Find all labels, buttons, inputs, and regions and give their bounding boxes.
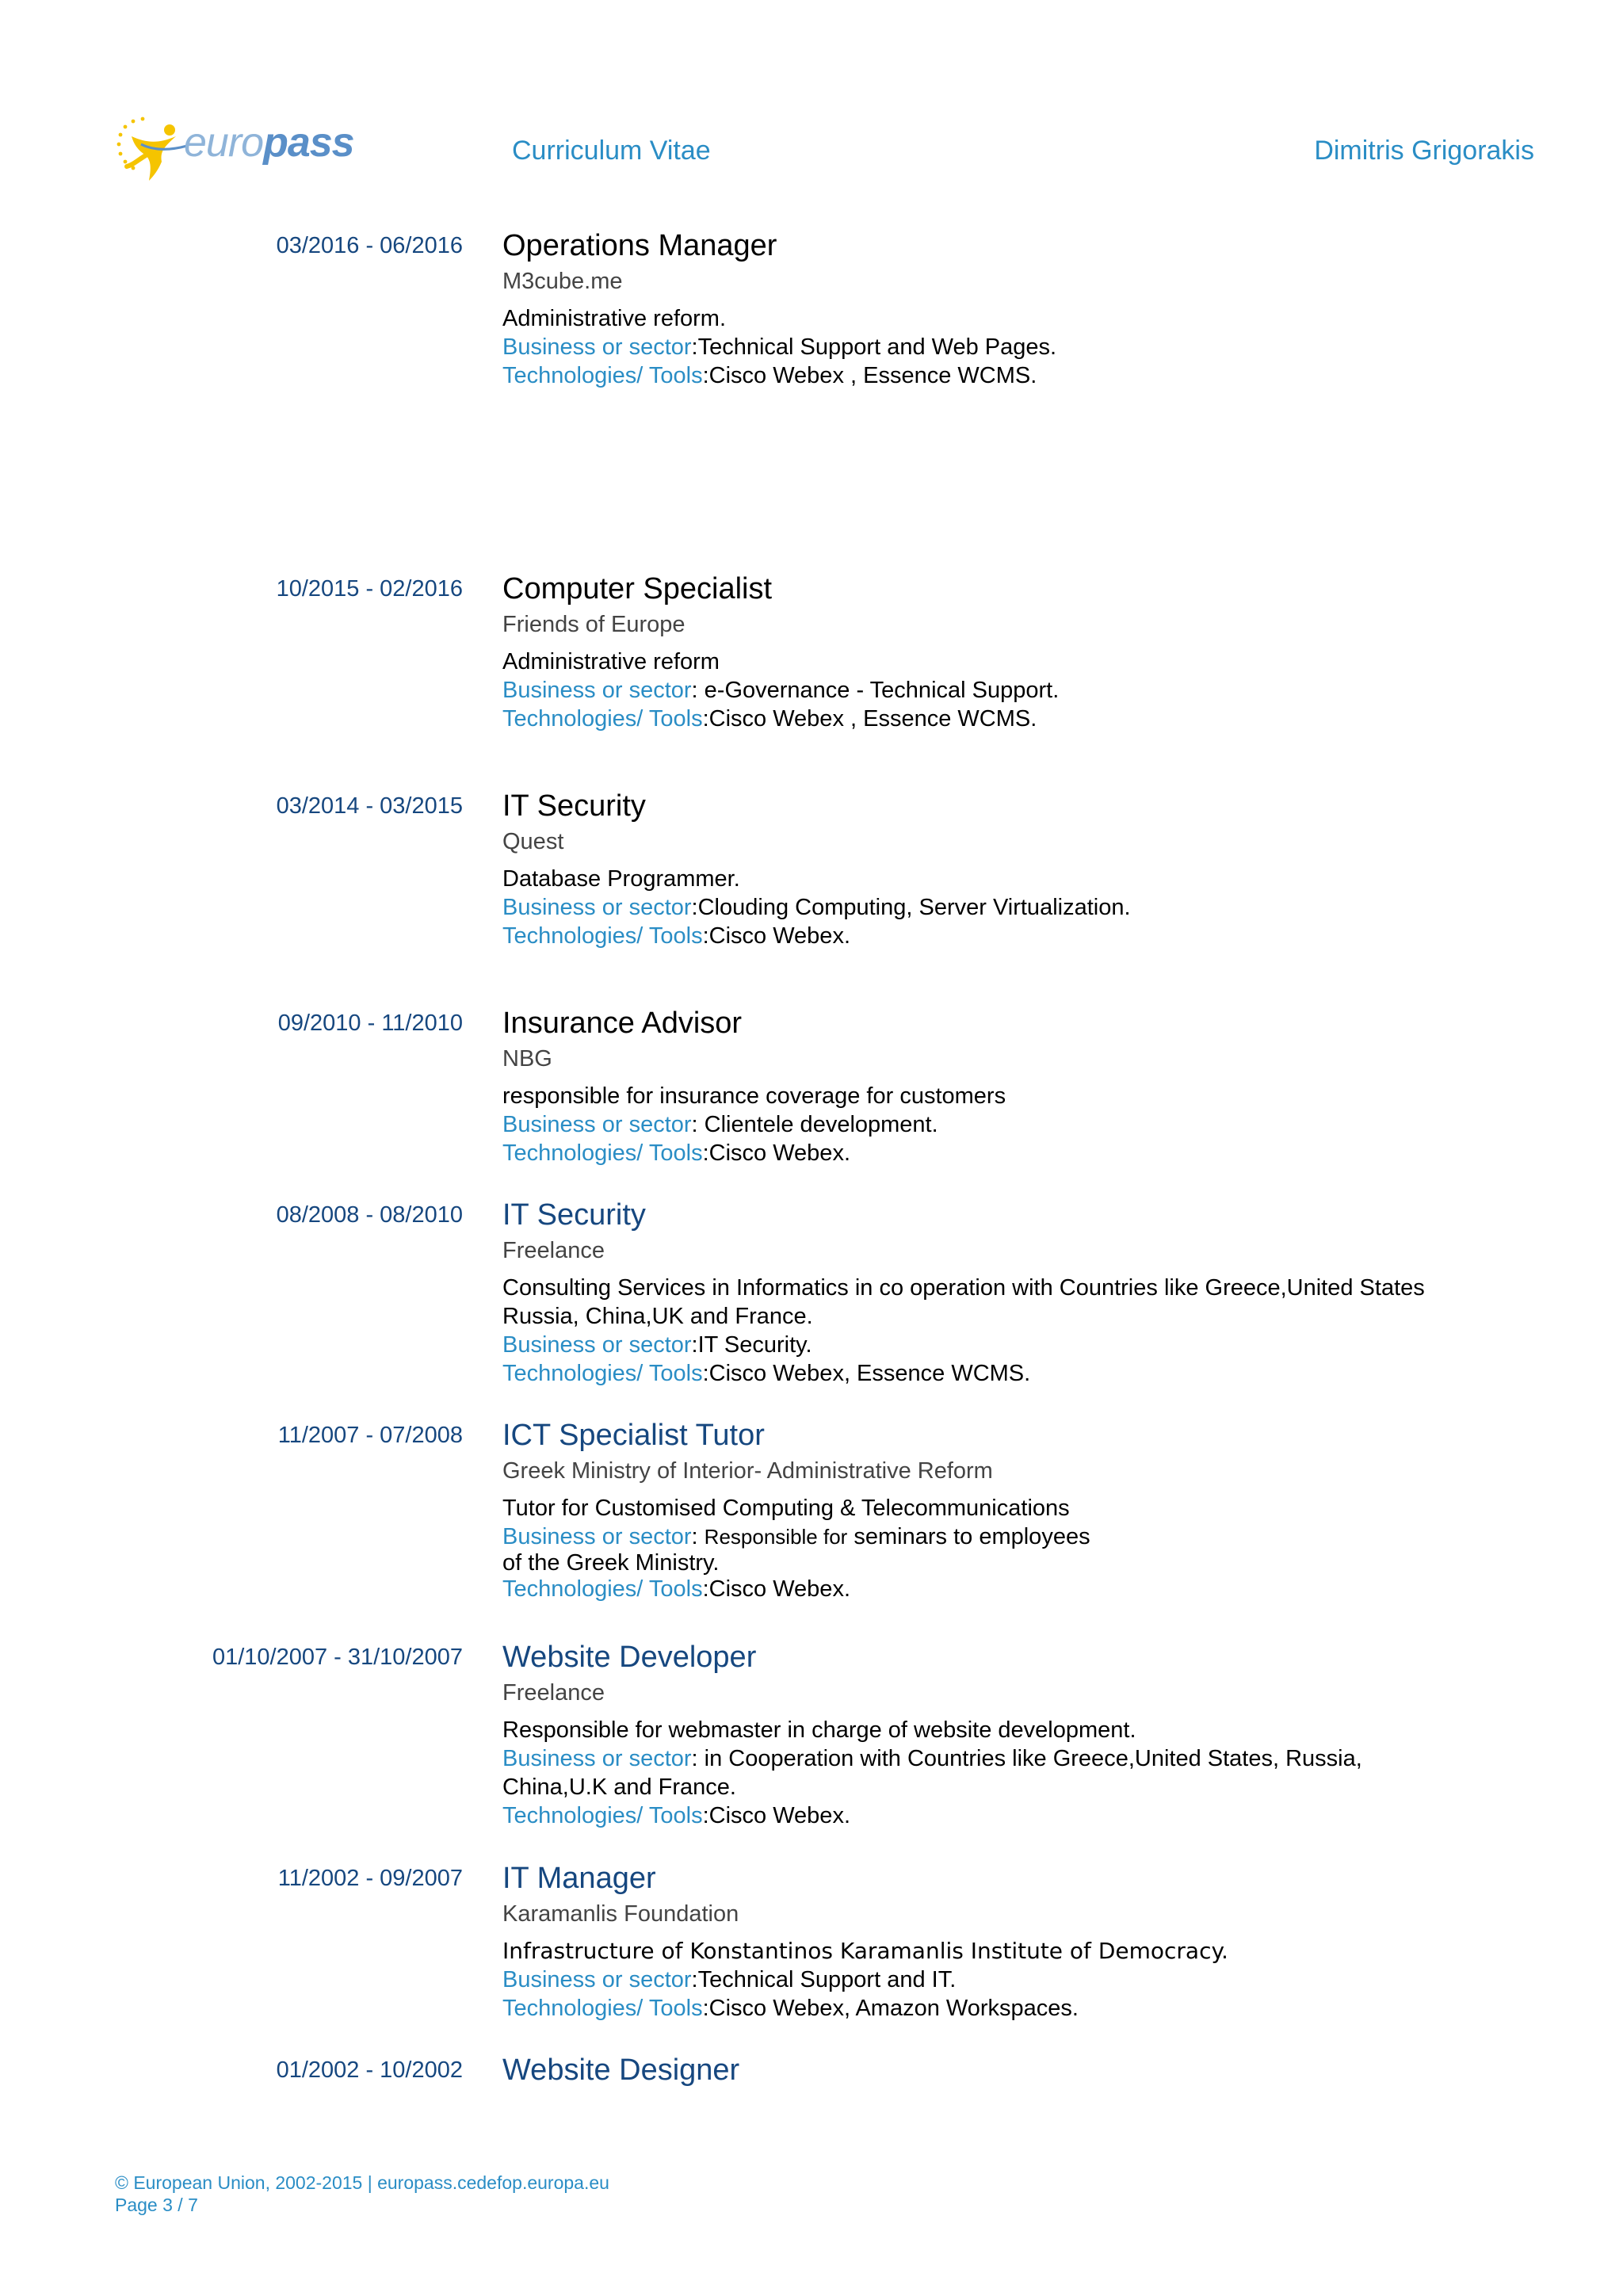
entry-date: 11/2002 - 09/2007 [277, 1866, 463, 1891]
tech-value: :Cisco Webex, Amazon Workspaces. [702, 1996, 1079, 2021]
business-prefix: : [691, 1524, 705, 1549]
entry-title: Website Designer [502, 2053, 740, 2087]
entry-title: IT Security [502, 789, 646, 823]
business-value: :Technical Support and Web Pages. [691, 334, 1057, 360]
tech-value: :Cisco Webex. [702, 923, 850, 949]
logo-part-pass: pass [263, 120, 354, 166]
logo-part-euro: euro [184, 120, 264, 166]
business-line [502, 333, 1533, 361]
entry-title: Operations Manager [502, 229, 777, 262]
entry-employer: Greek Ministry of Interior- Administrative Reform [502, 1458, 993, 1484]
tech-value: :Cisco Webex. [702, 1140, 850, 1166]
tech-line [502, 361, 1533, 390]
description-text: Administrative reform [502, 649, 720, 674]
entry-date: 10/2015 - 02/2016 [276, 576, 463, 602]
business-label: Business or sector [502, 334, 692, 360]
entry-employer: Freelance [502, 1238, 605, 1263]
tech-label: Technologies/ Tools [502, 923, 703, 949]
business-line [502, 1110, 1533, 1139]
tech-line [502, 922, 1533, 950]
description-text: responsible for insurance coverage for customers [502, 1083, 1006, 1109]
business-label: Business or sector [502, 1746, 692, 1771]
page-footer [115, 2172, 609, 2216]
tech-label: Technologies/ Tools [502, 1140, 703, 1166]
description-text: Administrative reform. [502, 306, 727, 331]
business-value: :Technical Support and IT. [691, 1967, 957, 1992]
entry-title: Computer Specialist [502, 572, 773, 606]
entry-date: 03/2016 - 06/2016 [276, 233, 463, 258]
entry-title: Insurance Advisor [502, 1007, 743, 1040]
business-value: : Clientele development. [691, 1112, 938, 1137]
entry-title: Website Developer [502, 1641, 757, 1674]
tech-label: Technologies/ Tools [502, 1996, 703, 2021]
candidate-name: Dimitris Grigorakis [1314, 136, 1534, 166]
entry-title: IT Security [502, 1198, 646, 1232]
europass-logo [114, 113, 354, 184]
tech-label: Technologies/ Tools [502, 363, 703, 388]
entry-description [502, 1274, 1533, 1388]
description-text: Responsible for webmaster in charge of website development. [502, 1717, 1136, 1743]
business-line [502, 1744, 1533, 1773]
tech-line [502, 1801, 1533, 1830]
business-line [502, 676, 1533, 705]
tech-value: :Cisco Webex , Essence WCMS. [702, 706, 1037, 732]
entry-date: 01/2002 - 10/2002 [276, 2057, 463, 2083]
entry-employer: M3cube.me [502, 269, 623, 294]
entry-employer: NBG [502, 1046, 552, 1072]
tech-label: Technologies/ Tools [502, 1361, 703, 1386]
business-label: Business or sector [502, 1112, 692, 1137]
business-value: : in Cooperation with Countries like Greece,United States, Russia, [691, 1746, 1362, 1771]
business-value-small: Responsible for [704, 1525, 848, 1549]
business-value: seminars to employees [847, 1524, 1090, 1549]
business-label: Business or sector [502, 678, 692, 703]
description-text: Consulting Services in Informatics in co operation with Countries like Greece,United States [502, 1275, 1425, 1301]
business-line-continued: of the Greek Ministry. [502, 1550, 720, 1576]
tech-line [502, 1359, 1533, 1388]
entry-description [502, 1937, 1533, 2023]
entry-description [502, 1716, 1533, 1830]
tech-label: Technologies/ Tools [502, 1576, 703, 1602]
business-line [502, 893, 1533, 922]
tech-value: :Cisco Webex, Essence WCMS. [702, 1361, 1031, 1386]
tech-line [502, 705, 1533, 733]
entry-date: 08/2008 - 08/2010 [276, 1202, 463, 1228]
description-text: Tutor for Customised Computing & Telecommunications [502, 1496, 1070, 1521]
tech-label: Technologies/ Tools [502, 1803, 703, 1828]
business-line [502, 1522, 1533, 1551]
business-label: Business or sector [502, 895, 692, 920]
business-label: Business or sector [502, 1524, 692, 1549]
business-value: :Clouding Computing, Server Virtualization. [691, 895, 1131, 920]
business-line [502, 1966, 1533, 1994]
business-value: :IT Security. [691, 1332, 812, 1358]
tech-label: Technologies/ Tools [502, 706, 703, 732]
tech-value: :Cisco Webex. [702, 1803, 850, 1828]
tech-value: :Cisco Webex. [702, 1576, 850, 1602]
entry-description [502, 648, 1533, 733]
entry-date: 03/2014 - 03/2015 [276, 793, 463, 819]
description-text: Infrastructure of Konstantinos Karamanlis Institute of Democracy. [502, 1938, 1228, 1964]
logo-wordmark [184, 119, 354, 166]
entry-employer: Karamanlis Foundation [502, 1901, 739, 1927]
entry-description [502, 865, 1533, 950]
document-title: Curriculum Vitae [512, 136, 711, 166]
entry-description [502, 1494, 1533, 1603]
business-label: Business or sector [502, 1967, 692, 1992]
entry-employer: Freelance [502, 1680, 605, 1706]
footer-copyright: © European Union, 2002-2015 | europass.cedefop.europa.eu [115, 2172, 609, 2193]
description-text: Database Programmer. [502, 866, 740, 892]
business-label: Business or sector [502, 1332, 692, 1358]
entry-date: 09/2010 - 11/2010 [277, 1010, 463, 1036]
business-value: : e-Governance - Technical Support. [691, 678, 1060, 703]
entry-description [502, 304, 1533, 390]
entry-title: ICT Specialist Tutor [502, 1419, 765, 1452]
europass-figure-icon [114, 113, 193, 184]
entry-employer: Quest [502, 829, 564, 854]
entry-date: 11/2007 - 07/2008 [277, 1423, 463, 1448]
entry-date: 01/10/2007 - 31/10/2007 [212, 1645, 463, 1670]
tech-line [502, 1994, 1533, 2023]
tech-line [502, 1575, 1533, 1603]
business-line-continued: China,U.K and France. [502, 1775, 736, 1800]
entry-title: IT Manager [502, 1862, 656, 1895]
description-text-continued: Russia, China,UK and France. [502, 1304, 813, 1329]
entry-description [502, 1082, 1533, 1167]
tech-line [502, 1139, 1533, 1167]
entry-employer: Friends of Europe [502, 612, 685, 637]
business-line [502, 1331, 1533, 1359]
tech-value: :Cisco Webex , Essence WCMS. [702, 363, 1037, 388]
footer-page-number: Page 3 / 7 [115, 2195, 198, 2215]
